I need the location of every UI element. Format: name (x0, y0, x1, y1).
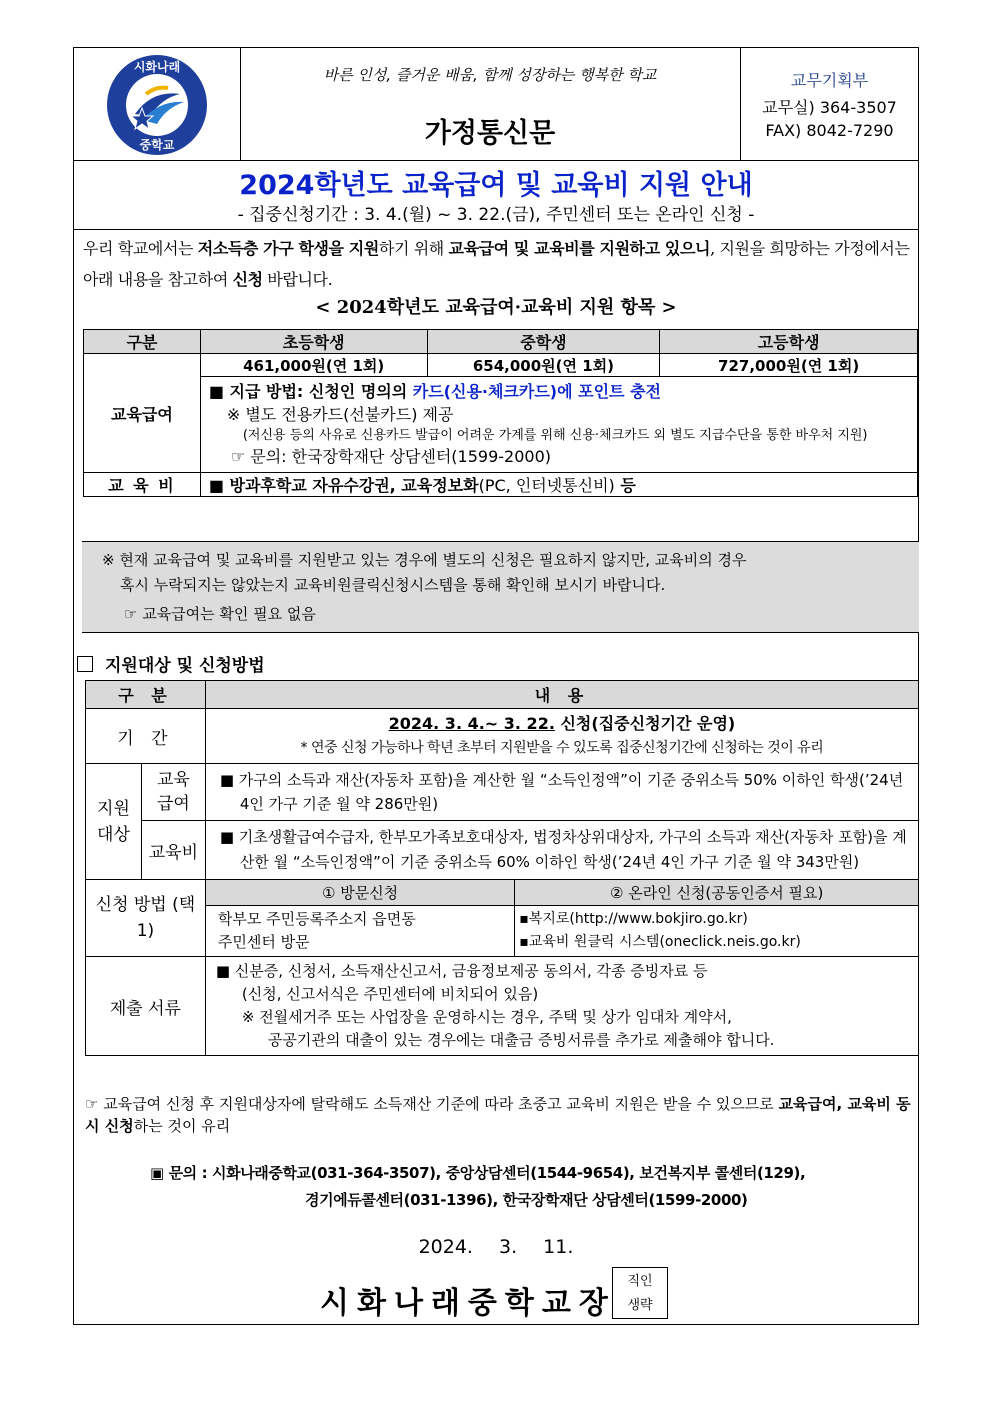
header-title-cell (240, 48, 741, 160)
edu-benefit-label: 교육 급여 (141, 764, 205, 821)
docs-row (86, 957, 919, 1056)
visit-line: 주민센터 방문 (217, 933, 310, 951)
logo-cell (74, 48, 241, 160)
edu-cost-normal: (PC, 인터넷통신비) (478, 476, 615, 495)
intro-text: 바랍니다. (262, 270, 333, 289)
column-header: 구분 (84, 330, 201, 354)
intro-text: 우리 학교에서는 (83, 239, 198, 258)
footnote-text: ☞ 교육급여 신청 후 지원대상자에 탈락해도 소득재산 기준에 따라 초중고 교육비 지원은 받을 수 있으므로 (85, 1095, 779, 1113)
period-dates: 2024. 3. 4.~ 3. 22. (388, 714, 555, 733)
school-motto: 바른 인성, 즐거운 배움, 함께 성장하는 행복한 학교 (323, 66, 657, 84)
section-title (77, 651, 265, 676)
apply-header-row (86, 880, 919, 906)
amount-middle: 654,000원(연 1회) (427, 354, 660, 377)
edu-benefit-details-row (84, 377, 918, 473)
visit-apply-header: ① 방문신청 (205, 880, 514, 906)
bokjiro-link[interactable]: ▪복지로(http://www.bokjiro.go.kr) (519, 911, 748, 927)
column-header: 내 용 (205, 681, 918, 709)
docs-line: (신청, 신고서식은 주민센터에 비치되어 있음) (241, 985, 539, 1003)
document-page (73, 47, 919, 1325)
fax: FAX) 8042-7290 (765, 121, 894, 140)
doc-type: 가정통신문 (424, 118, 556, 149)
period-row (86, 709, 919, 764)
logo-top-text: 시화나래 (133, 60, 181, 74)
intro-text: , 지원을 희망하는 가정에서는 아래 내용을 참고하여 (83, 239, 910, 289)
edu-cost-tail: 등 (614, 476, 636, 495)
intro-paragraph (83, 233, 913, 295)
amount-elementary: 461,000원(연 1회) (200, 354, 427, 377)
period-main-tail: 신청(집중신청기간 운영) (554, 714, 736, 733)
docs-line: ■ 신분증, 신청서, 소득재산신고서, 금융정보제공 동의서, 각종 증빙자료 등 (215, 962, 708, 980)
table-header-row (84, 330, 918, 354)
stamp-line: 생략 (627, 1298, 653, 1313)
docs-label: 제출 서류 (86, 957, 206, 1056)
separate-card: ※ 별도 전용카드(선불카드) 제공 (226, 405, 454, 424)
online-apply-header: ② 온라인 신청(공동인증서 필요) (515, 880, 919, 906)
page-title: 2024학년도 교육급여 및 교육비 지원 안내 (239, 170, 753, 201)
column-header: 구 분 (86, 681, 206, 709)
intro-text: 하기 위해 (378, 239, 449, 258)
edu-cost-target-row (86, 821, 919, 880)
edu-cost-row (84, 473, 918, 497)
pay-method: ■ 지급 방법: 신청인 명의의 (208, 382, 413, 401)
column-header: 중학생 (427, 330, 660, 354)
footnote-tail: 하는 것이 유리 (133, 1117, 231, 1135)
edu-benefit-target: ■ 가구의 소득과 재산(자동차 포함)을 계산한 월 “소득인정액”이 기준 중위소득 50% 이하인 학생(’24년 4인 가구 기준 월 약 286만원) (205, 764, 918, 821)
issue-date: 2024. 3. 11. (418, 1236, 574, 1258)
contact-cell (741, 48, 918, 160)
table-header-row (86, 681, 919, 709)
docs-content (205, 957, 918, 1056)
edu-cost-target: ■ 기초생활급여수급자, 한부모가족보호대상자, 법정차상위대상자, 가구의 소득과 재산(자동차 포함)을 계산한 월 “소득인정액”이 기준 중위소득 60% 이하인 학생(’24년 4인 가구 기준 월 약 343만원) (205, 821, 918, 880)
office-phone: 교무실) 364-3507 (762, 98, 897, 117)
amount-row (84, 354, 918, 377)
note-line: 혹시 누락되지는 않았는지 교육비원클릭신청시스템을 통해 확인해 보시기 바랍니다. (120, 576, 666, 594)
edu-cost-bold: ■ 방과후학교 자유수강권, 교육정보화 (208, 476, 479, 495)
pay-method-highlight: 카드(신용·체크카드)에 포인트 충전 (412, 382, 661, 401)
note-line: ※ 현재 교육급여 및 교육비를 지원받고 있는 경우에 별도의 신청은 필요하지 않지만, 교육비의 경우 (102, 551, 747, 569)
contact-info (150, 1160, 910, 1214)
contact-line: ▣ 문의 : 시화나래중학교(031-364-3507), 중앙상담센터(1544-9654), 보건복지부 콜센터(129), (150, 1164, 806, 1182)
visit-apply-content (205, 906, 514, 957)
divider (74, 229, 918, 230)
contact-line: 경기에듀콜센터(031-1396), 한국장학재단 상담센터(1599-2000) (305, 1191, 748, 1209)
period-note: * 연중 신청 가능하나 학년 초부터 지원받을 수 있도록 집중신청기간에 신청하는 것이 유리 (300, 740, 824, 756)
school-logo-icon (102, 50, 212, 160)
target-label: 지원 대상 (86, 764, 142, 880)
edu-cost-label: 교육비 (141, 821, 205, 880)
docs-line: 공공기관의 대출이 있는 경우에는 대출금 증빙서류를 추가로 제출해야 합니다. (267, 1031, 775, 1049)
intro-bold: 신청 (232, 270, 263, 289)
note-box (82, 541, 919, 633)
stamp-line: 직인 (627, 1274, 653, 1289)
department: 교무기획부 (790, 71, 869, 90)
voucher-note: (저신용 등의 사유로 신용카드 발급이 어려운 가계를 위해 신용·체크카드 외 별도 지급수단을 통한 바우처 지원) (242, 428, 868, 443)
inquiry: ☞ 문의: 한국장학재단 상담센터(1599-2000) (230, 447, 551, 466)
footnote-bold: 교육급여, 교육비 동시 신청 (85, 1095, 911, 1135)
target-table (85, 680, 919, 1056)
period-label: 기 간 (86, 709, 206, 764)
intro-bold: 저소득층 가구 학생을 지원 (197, 239, 379, 258)
oneclick-link[interactable]: ▪교육비 원클릭 시스템(oneclick.neis.go.kr) (519, 934, 801, 950)
visit-line: 학부모 주민등록주소지 읍면동 (217, 910, 416, 928)
logo-bottom-text: 중학교 (139, 138, 175, 152)
edu-benefit-details (200, 377, 917, 473)
column-header: 초등학생 (200, 330, 427, 354)
apply-method-label: 신청 방법 (택1) (86, 880, 206, 957)
online-apply-content (515, 906, 919, 957)
column-header: 고등학생 (660, 330, 918, 354)
signature: 시화나래중학교장 (320, 1286, 616, 1321)
edu-cost-details (200, 473, 917, 497)
letterhead (74, 48, 918, 161)
edu-benefit-label: 교육급여 (84, 354, 201, 473)
items-title: < 2024학년도 교육급여·교육비 지원 항목 > (315, 297, 677, 318)
intro-bold: 교육급여 및 교육비를 지원하고 있으니 (448, 239, 711, 258)
section-title-text: 지원대상 및 신청방법 (105, 656, 265, 676)
footnote (85, 1093, 915, 1137)
apply-content-row (86, 906, 919, 957)
page-subtitle: - 집중신청기간 : 3. 4.(월) ~ 3. 22.(금), 주민센터 또는 온라인 신청 - (237, 205, 755, 225)
note-line: ☞ 교육급여는 확인 필요 없음 (124, 605, 316, 623)
docs-line: ※ 전월세거주 또는 사업장을 운영하시는 경우, 주택 및 상가 임대차 계약서, (241, 1008, 732, 1026)
period-content (205, 709, 918, 764)
checkbox-square-icon (77, 656, 93, 672)
amount-high: 727,000원(연 1회) (660, 354, 918, 377)
edu-benefit-target-row (86, 764, 919, 821)
support-table (83, 329, 918, 497)
seal-stamp (612, 1267, 668, 1319)
edu-cost-label: 교 육 비 (84, 473, 201, 497)
